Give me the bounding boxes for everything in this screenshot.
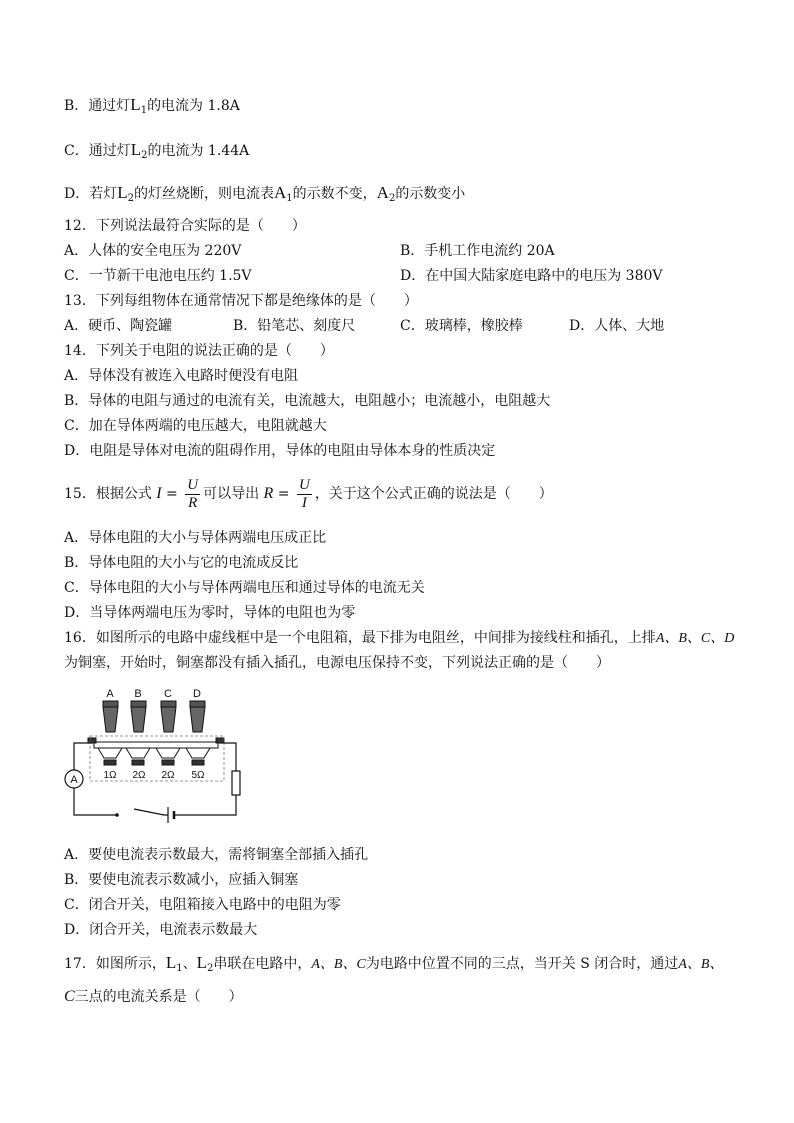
switch-icon — [115, 813, 119, 817]
q14-option-c: C．加在导体两端的电压越大，电阻就越大 — [64, 418, 327, 434]
q12-option-c: C．一节新干电池电压约 1.5V — [64, 268, 252, 284]
q13-option-c: C．玻璃棒，橡胶棒 — [400, 318, 523, 334]
resistance-wires — [104, 760, 204, 765]
q15-stem: 15．根据公式 I = $\frac{U}{R}$ 可以导出 R = $\frac{U}{I}$ ，关于这个公式正确的说法是（ ） — [64, 476, 553, 511]
plug-a — [103, 701, 118, 732]
ammeter-label: A — [70, 774, 78, 786]
q15-option-d: D．当导体两端电压为零时，导体的电阻也为零 — [64, 605, 356, 621]
q16-option-c: C．闭合开关，电阻箱接入电路中的电阻为零 — [64, 897, 341, 913]
q13-option-d: D．人体、大地 — [569, 318, 665, 334]
resistance-box-circuit-figure — [64, 686, 254, 826]
plug-label-d: D — [193, 688, 201, 700]
q12-stem: 12．下列说法最符合实际的是（ ） — [64, 218, 306, 234]
q14-option-a: A．导体没有被连入电路时便没有电阻 — [64, 368, 299, 384]
q12-option-d: D．在中国大陆家庭电路中的电压为 380V — [400, 268, 663, 284]
q11-option-c: C．通过灯$L_2$的电流为 1.44A — [64, 140, 250, 161]
q16-option-d: D．闭合开关，电流表示数最大 — [64, 922, 258, 938]
terminal-bar — [88, 738, 224, 758]
q12-option-b: B．手机工作电流约 20A — [400, 243, 555, 259]
q16-option-a: A．要使电流表示数最大，需将铜塞全部插入插孔 — [64, 847, 369, 863]
plug-d — [190, 701, 205, 732]
q13-option-a: A．硬币、陶瓷罐 — [64, 318, 173, 334]
q16-option-b: B．要使电流表示数减小，应插入铜塞 — [64, 872, 299, 888]
q14-stem: 14．下列关于电阻的说法正确的是（ ） — [64, 343, 334, 359]
plug-b — [131, 701, 146, 732]
q17-stem-line2: C三点的电流关系是（ ） — [64, 988, 243, 1005]
plug-label-a: A — [106, 688, 114, 700]
q13-options — [0, 317, 794, 335]
q16-stem-line1: 16．如图所示的电路中虚线框中是一个电阻箱，最下排为电阻丝，中间排为接线柱和插孔，上排A、B、C、D — [64, 630, 735, 646]
plug-c — [161, 701, 176, 732]
plug-label-b: B — [134, 688, 142, 700]
q11-option-d: D．若灯$L_2$的灯丝烧断，则电流表$A_1$的示数不变，$A_2$的示数变小 — [64, 183, 466, 204]
fraction-u-over-i: $\frac{U}{I}$ — [298, 476, 310, 511]
q15-option-c: C．导体电阻的大小与导体两端电压和通过导体的电流无关 — [64, 580, 425, 596]
battery-icon — [168, 807, 174, 823]
resistor-value-3: 2Ω — [161, 770, 175, 781]
fraction-u-over-r: $\frac{U}{R}$ — [187, 476, 199, 511]
resistor-icon — [232, 771, 240, 795]
resistor-value-1: 1Ω — [103, 770, 117, 781]
q13-option-b: B．铅笔芯、刻度尺 — [233, 318, 356, 334]
q17-stem-line1: 17．如图所示，$L_1$、$L_2$串联在电路中，A、B、C为电路中位置不同的三点，当开关 S 闭合时，通过A、B、 — [64, 953, 724, 974]
q12-option-a: A．人体的安全电压为 220V — [64, 243, 242, 259]
q11-option-b: B．通过灯$L_1$的电流为 1.8A — [64, 95, 240, 116]
resistor-value-2: 2Ω — [132, 770, 146, 781]
plug-label-c: C — [164, 688, 172, 700]
q16-stem-line2: 为铜塞，开始时，铜塞都没有插入插孔，电源电压保持不变，下列说法正确的是（ ） — [64, 655, 610, 671]
q13-stem: 13．下列每组物体在通常情况下都是绝缘体的是（ ） — [64, 293, 418, 309]
copper-plugs — [103, 701, 205, 732]
lamp-symbol: L — [130, 95, 141, 114]
q15-option-b: B．导体电阻的大小与它的电流成反比 — [64, 555, 299, 571]
q15-option-a: A．导体电阻的大小与导体两端电压成正比 — [64, 530, 327, 546]
q14-option-b: B．导体的电阻与通过的电流有关，电流越大，电阻越小；电流越小，电阻越大 — [64, 393, 551, 409]
lamp-symbol: L — [130, 140, 142, 159]
q14-option-d: D．电阻是导体对电流的阻碍作用，导体的电阻由导体本身的性质决定 — [64, 443, 496, 459]
circuit-wires — [74, 743, 236, 815]
resistor-value-4: 5Ω — [191, 770, 205, 781]
